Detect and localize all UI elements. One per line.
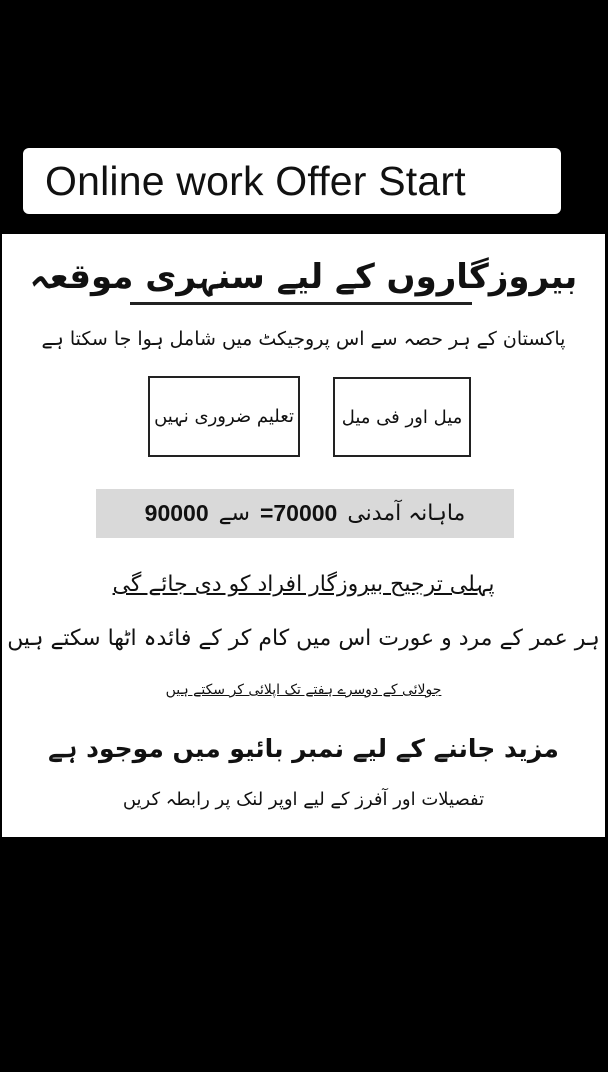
details-line: تفصیلات اور آفرز کے لیے اوپر لنک پر رابطہ کریں — [122, 789, 485, 810]
gender-box-text: میل اور فی میل — [341, 406, 463, 428]
education-box-text: تعلیم ضروری نہیں — [154, 406, 294, 427]
title-text: Online work Offer Start — [45, 157, 466, 204]
gender-box — [333, 377, 471, 457]
income-bar — [96, 489, 514, 538]
more-info-line: مزید جاننے کے لیے نمبر بائیو میں موجود ہے — [48, 734, 559, 763]
education-box — [148, 376, 300, 457]
priority-line: پہلی ترجیح بیروزگار افراد کو دی جائے گی — [112, 572, 495, 597]
income-label: ماہانہ آمدنی — [347, 501, 466, 526]
flyer-panel — [2, 234, 605, 837]
title-banner — [23, 148, 561, 214]
income-connector: سے — [218, 501, 250, 526]
heading-underline — [130, 302, 472, 305]
july-line: جولائی کے دوسرے ہفتے تک اپلائی کر سکتے ہیں — [165, 682, 442, 698]
flyer-heading: بیروزگاروں کے لیے سنہری موقعہ — [29, 257, 578, 297]
income-from: =70000 — [259, 500, 338, 526]
everyone-line: ہر عمر کے مرد و عورت اس میں کام کر کے فائدہ اٹھا سکتے ہیں — [7, 626, 600, 651]
income-to: 90000 — [144, 500, 209, 526]
flyer-subheading: پاکستان کے ہر حصہ سے اس پروجیکٹ میں شامل ہوا جا سکتا ہے — [41, 328, 566, 350]
